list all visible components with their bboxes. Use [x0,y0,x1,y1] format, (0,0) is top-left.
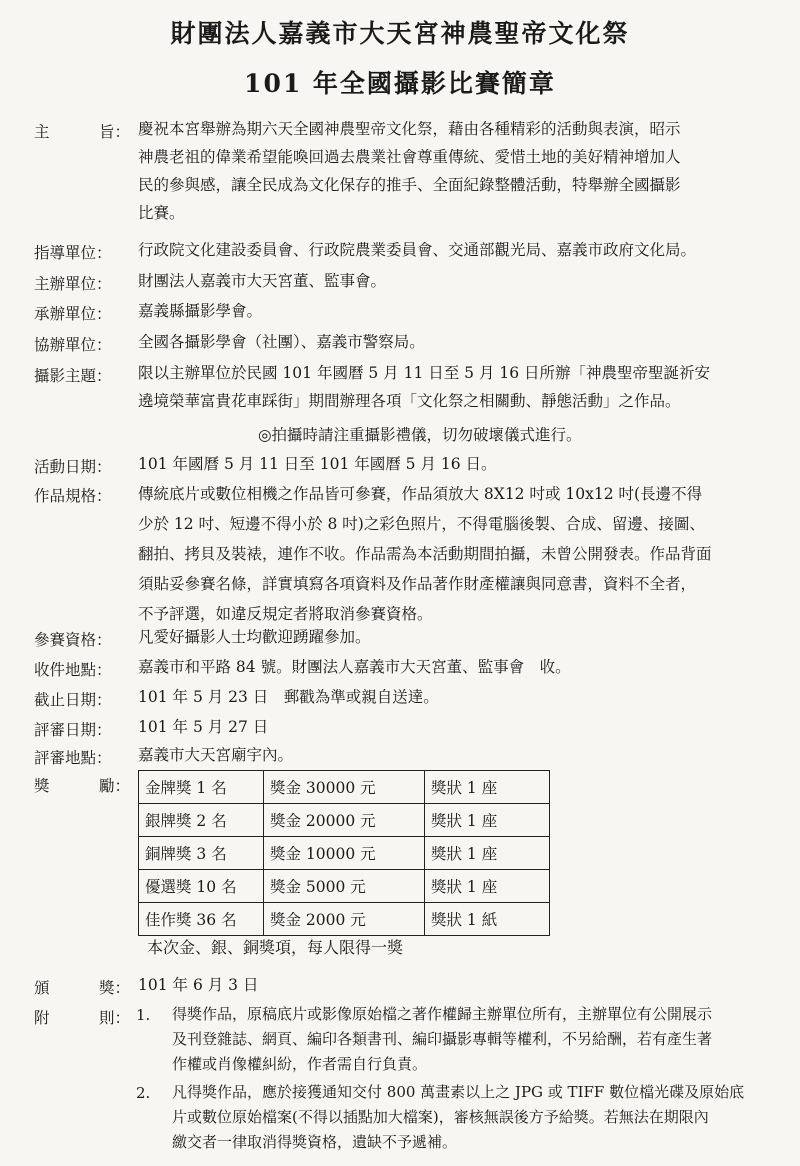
award-money: 獎金 10000 元 [264,837,425,870]
award-money: 獎金 5000 元 [264,870,425,903]
section-label: 參賽資格： [34,631,112,649]
awards-table [138,770,550,936]
section-value: 全國各攝影學會（社團）、嘉義市警察局。 [138,333,425,351]
award-certificate: 獎狀 1 座 [425,771,550,804]
section-value: 101 年 6 月 3 日 [138,976,259,994]
award-name: 銅牌獎 3 名 [139,837,264,870]
section-label: 評審日期： [34,721,112,739]
section-label: 頒 獎： [34,979,130,997]
section-label: 收件地點： [34,661,112,679]
document-subtitle: 101 年全國攝影比賽簡章 [244,69,556,98]
award-money: 獎金 30000 元 [264,771,425,804]
rule-number: 2. [136,1084,151,1102]
award-money: 獎金 20000 元 [264,804,425,837]
section-label: 指導單位： [34,244,112,262]
section-value: 慶祝本宮舉辦為期六天全國神農聖帝文化祭，藉由各種精彩的活動與表演，昭示 神農老祖的偉業希望能喚回過去農業社會尊重傳統、愛惜土地的美好精神增加人 民的參與感，讓全民成為文化保存的推手、全面紀錄整體活動，特舉辦全國攝影 比賽。 [138,120,681,222]
section-value: 嘉義縣攝影學會。 [138,302,263,320]
rule-text: 得獎作品，原稿底片或影像原始檔之著作權歸主辦單位所有，主辦單位有公開展示 及刊登雜誌、網頁、編印各類書刊、編印攝影專輯等權利，不另給酬，若有產生著 作權或肖像權糾紛，作者需自行負責。 [172,1005,713,1073]
section-label: 主 旨： [34,123,130,141]
photo-etiquette-notice: ◎拍攝時請注重攝影禮儀，切勿破壞儀式進行。 [258,426,582,444]
document-title: 財團法人嘉義市大天宮神農聖帝文化祭 [170,19,630,48]
section-label: 攝影主題： [34,367,112,385]
table-row [139,771,550,804]
table-row [139,804,550,837]
section-label: 截止日期： [34,691,112,709]
section-label: 主辦單位： [34,275,112,293]
rule-text: 凡得獎作品，應於接獲通知交付 800 萬畫素以上之 JPG 或 TIFF 數位檔光碟及原始底 片或數位原始檔案(不得以插點加大檔案)，審核無誤後方予給獎。若無法在期限內 繳交者一律取消得獎資格，遺缺不予遞補。 [172,1083,745,1151]
table-row [139,870,550,903]
table-row [139,903,550,936]
awards-note: 本次金、銀、銅獎項，每人限得一獎 [147,940,404,957]
section-label: 附 則： [34,1009,130,1027]
section-value: 傳統底片或數位相機之作品皆可參賽，作品須放大 8X12 吋或 10x12 吋(長邊不得 少於 12 吋、短邊不得小於 8 吋)之彩色照片，不得電腦後製、合成、留邊、接圖、 翻拍、拷貝及裝裱，連作不收。作品需為本活動期間拍攝，未曾公開發表。作品背面 須貼妥參賽名條，詳實填寫各項資料及作品著作財產權讓與同意書，資料不全者， 不予評選，如違反規定者將取消參賽資格。 [138,485,712,623]
award-name: 銀牌獎 2 名 [139,804,264,837]
section-value: 嘉義市和平路 84 號。財團法人嘉義市大天宮董、監事會 收。 [138,658,571,676]
section-label: 承辦單位： [34,305,112,323]
section-value: 財團法人嘉義市大天宮董、監事會。 [138,272,387,290]
award-name: 金牌獎 1 名 [139,771,264,804]
section-value: 行政院文化建設委員會、行政院農業委員會、交通部觀光局、嘉義市政府文化局。 [138,241,697,259]
section-value: 101 年國曆 5 月 11 日至 101 年國曆 5 月 16 日。 [138,455,497,473]
section-value: 凡愛好攝影人士均歡迎踴躍參加。 [138,628,371,646]
award-certificate: 獎狀 1 座 [425,804,550,837]
rule-number: 1. [136,1006,151,1024]
award-certificate: 獎狀 1 座 [425,837,550,870]
table-row [139,837,550,870]
award-name: 優選獎 10 名 [139,870,264,903]
section-value: 101 年 5 月 27 日 [138,718,269,736]
section-value: 限以主辦單位於民國 101 年國曆 5 月 11 日至 5 月 16 日所辦「神農聖帝聖誕祈安 遶境榮華富貴花車踩街」期間辦理各項「文化祭之相關動、靜態活動」之作品。 [138,364,711,410]
section-value: 嘉義市大天宮廟宇內。 [138,746,294,764]
section-label: 活動日期： [34,458,112,476]
section-label: 評審地點： [34,749,112,767]
award-name: 佳作獎 36 名 [139,903,264,936]
award-money: 獎金 2000 元 [264,903,425,936]
section-label: 獎 勵： [34,777,130,795]
section-label: 作品規格： [34,487,112,505]
award-certificate: 獎狀 1 紙 [425,903,550,936]
award-certificate: 獎狀 1 座 [425,870,550,903]
section-label: 協辦單位： [34,336,112,354]
section-value: 101 年 5 月 23 日 郵戳為準或親自送達。 [138,688,439,706]
